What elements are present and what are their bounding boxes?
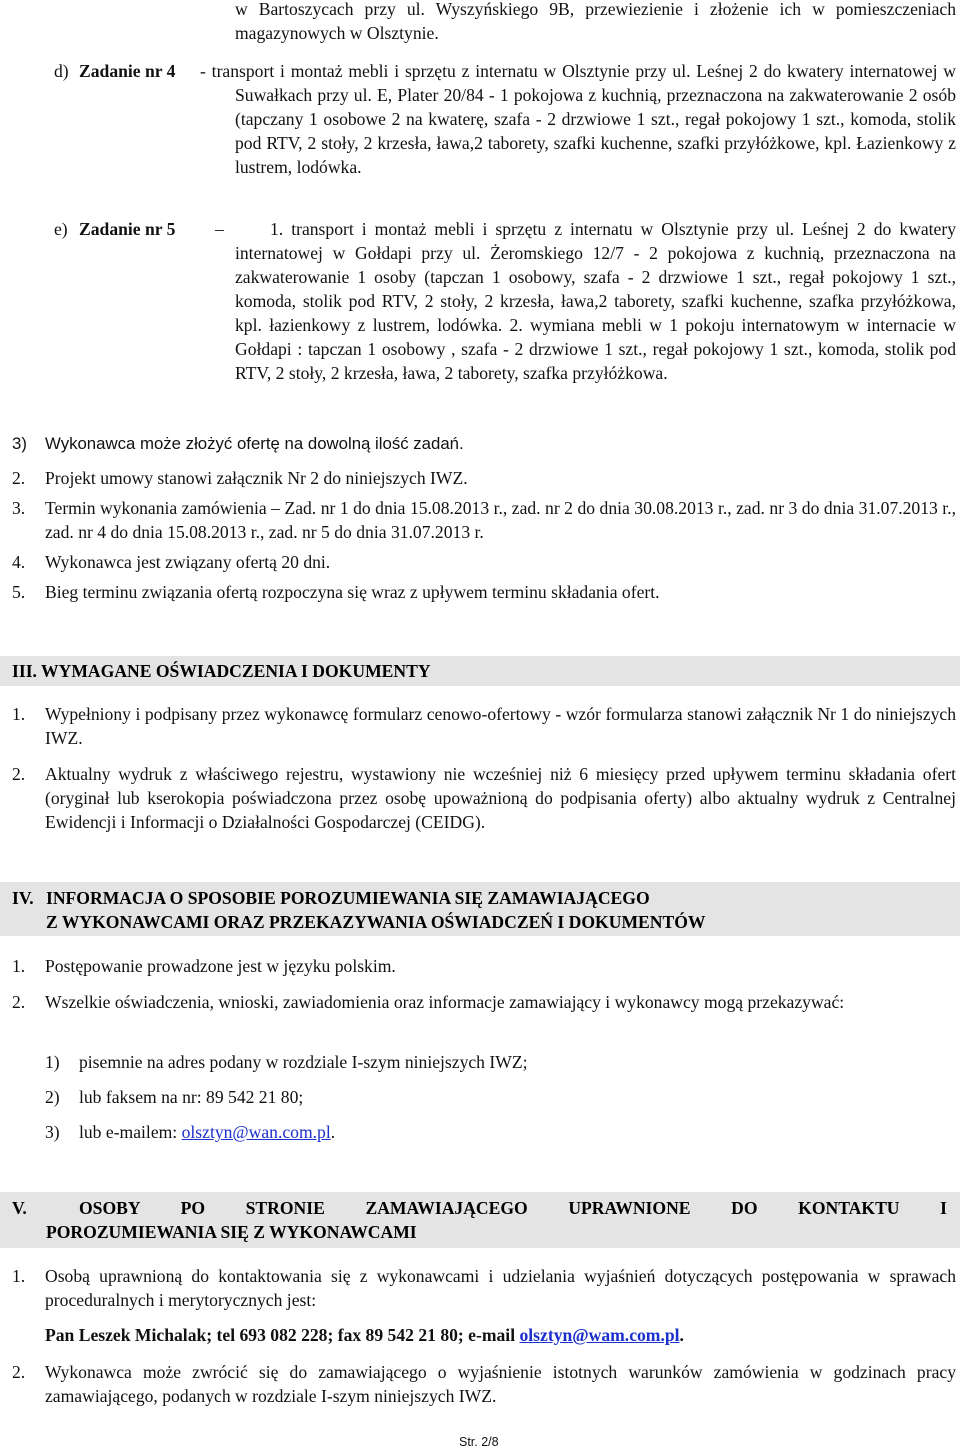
contact-person-after: . (679, 1325, 684, 1345)
section-3-heading: III. WYMAGANE OŚWIADCZENIA I DOKUMENTY (12, 661, 431, 681)
section-4-number: IV. (12, 888, 34, 908)
section-4-sub-1-num: 1) (45, 1052, 60, 1072)
point-3-paren-num: 3) (12, 434, 27, 453)
task-e-marker: e) (54, 219, 68, 239)
point-4-text: Wykonawca jest związany ofertą 20 dni. (45, 552, 331, 572)
contact-person-text: Pan Leszek Michalak; tel 693 082 228; fax 89 542 21 80; e-mail (45, 1325, 516, 1345)
section-5-item-1-num: 1. (12, 1266, 26, 1286)
contact-person-email-link[interactable]: olsztyn@wam.com.pl (519, 1325, 680, 1345)
section-4-heading-line-2: Z WYKONAWCAMI ORAZ PRZEKAZYWANIA OŚWIADCZEŃ I DOKUMENTÓW (46, 912, 706, 932)
point-3-num: 3. (12, 498, 26, 518)
task-d-label: Zadanie nr 4 (79, 61, 176, 81)
point-2-num: 2. (12, 468, 26, 488)
section-5-number: V. (12, 1198, 27, 1218)
section-4-item-2-text: Wszelkie oświadczenia, wnioski, zawiadomienia oraz informacje zamawiający i wykonawcy mogą przekazywać: (45, 992, 845, 1012)
section-4-sub-3-after: . (330, 1122, 336, 1142)
section-4-item-2-num: 2. (12, 992, 26, 1012)
section-5-item-2-num: 2. (12, 1362, 26, 1382)
section-3-item-2-num: 2. (12, 764, 26, 784)
section-5-item-1-text: Osobą uprawnioną do kontaktowania się z wykonawcami i udzielania wyjaśnień dotyczących postępowania w sprawach proceduralnych i merytorycznych jest: (45, 1266, 956, 1310)
point-5-num: 5. (12, 582, 26, 602)
section-4-sub-2-text: lub faksem na nr: 89 542 21 80; (79, 1087, 304, 1107)
section-4-item-1-num: 1. (12, 956, 26, 976)
section-4-item-1-text: Postępowanie prowadzone jest w języku polskim. (45, 956, 396, 976)
section-4-sub-3-line (79, 1120, 335, 1144)
section-4-sub-3-text: lub e-mailem: (79, 1122, 178, 1142)
section-3-item-1-text: Wypełniony i podpisany przez wykonawcę formularz cenowo-ofertowy - wzór formularza stanowi załącznik Nr 1 do niniejszych IWZ. (45, 704, 956, 748)
task-d-marker: d) (54, 61, 69, 81)
point-4-num: 4. (12, 552, 26, 572)
section-5-heading-line-1: OSOBY PO STRONIE ZAMAWIAJĄCEGO UPRAWNIONE DO KONTAKTU I (79, 1198, 947, 1218)
continuation-paragraph: w Bartoszycach przy ul. Wyszyńskiego 9B, przewiezienie i złożenie ich w pomieszczeniach magazynowych w Olsztynie. (235, 0, 956, 43)
task-e-label: Zadanie nr 5 (79, 219, 176, 239)
section-4-sub-1-text: pisemnie na adres podany w rozdziale I-szym niniejszych IWZ; (79, 1052, 528, 1072)
task-e-description: 1. transport i montaż mebli i sprzętu z internatu w Olsztynie przy ul. Leśnej 2 do kwatery internatowej w Gołdapi przy ul. Żeromskiego 12/7 - 2 pokojowa z kuchnią, przeznaczona na zakwaterowanie 1 osoby (tapczan 1 osobowy, szafa - 2 drzwiowe 1 szt., regał pokojowy 1 szt., komoda, stolik pod RTV, 2 stoły, 2 krzesła, ława,2 taborety, szafki kuchenne, szafka przyłóżkowa, kpl. łazienkowy z lustrem, lodówka. 2. wymiana mebli w 1 pokoju internatowym w internacie w Gołdapi : tapczan 1 osobowy , szafa - 2 drzwiowe 1 szt., regał pokojowy 1 szt., komoda, stolik pod RTV, 2 stoły, 2 krzesła, ława, 2 taborety, szafka przyłóżkowa. (235, 219, 956, 383)
section-4-sub-2-num: 2) (45, 1087, 60, 1107)
contact-email-link[interactable]: olsztyn@wan.com.pl (181, 1122, 331, 1142)
task-e-separator: – (215, 219, 224, 239)
section-3-item-1-num: 1. (12, 704, 26, 724)
task-d-description: - transport i montaż mebli i sprzętu z internatu w Olsztynie przy ul. Leśnej 2 do kwatery internatowej w Suwałkach przy ul. E, Plater 20/84 - 1 pokojowa z kuchnią, przeznaczona na zakwaterowanie 2 osób (tapczany 1 osobowe 2 na kwaterę, szafa - 2 drzwiowe 1 szt., regał pokojowy 1 szt., komoda, stolik pod RTV, 2 stoły, 2 krzesła, ława,2 taborety, szafki kuchenne, szafki przyłóżkowe, kpl. Łazienkowy z lustrem, lodówka. (200, 61, 956, 177)
point-3-paren-text: Wykonawca może złożyć ofertę na dowolną ilość zadań. (45, 434, 464, 453)
task-d-body (200, 59, 956, 179)
section-5-item-2-text: Wykonawca może zwrócić się do zamawiającego o wyjaśnienie istotnych warunków zamówienia w godzinach pracy zamawiającego, podanych w rozdziale I-szym niniejszych IWZ. (45, 1362, 956, 1406)
point-3-text: Termin wykonania zamówienia – Zad. nr 1 do dnia 15.08.2013 r., zad. nr 2 do dnia 30.08.2013 r., zad. nr 3 do dnia 31.07.2013 r., zad. nr 4 do dnia 15.08.2013 r., zad. nr 5 do dnia 31.07.2013 r. (45, 498, 956, 542)
contact-person-line (45, 1323, 684, 1347)
section-4-sub-3-num: 3) (45, 1122, 60, 1142)
point-2-text: Projekt umowy stanowi załącznik Nr 2 do niniejszych IWZ. (45, 468, 468, 488)
page-number: Str. 2/8 (459, 1435, 499, 1449)
section-4-heading-line-1: INFORMACJA O SPOSOBIE POROZUMIEWANIA SIĘ ZAMAWIAJĄCEGO (46, 888, 650, 908)
section-5-heading-line-2: POROZUMIEWANIA SIĘ Z WYKONAWCAMI (46, 1222, 417, 1242)
point-5-text: Bieg terminu związania ofertą rozpoczyna się wraz z upływem terminu składania ofert. (45, 582, 660, 602)
section-3-item-2-text: Aktualny wydruk z właściwego rejestru, wystawiony nie wcześniej niż 6 miesięcy przed upływem terminu składania ofert (oryginał lub kserokopia poświadczona przez osobę upoważnioną do podpisania oferty) albo aktualny wydruk z Centralnej Ewidencji i Informacji o Działalności Gospodarczej (CEIDG). (45, 764, 956, 832)
